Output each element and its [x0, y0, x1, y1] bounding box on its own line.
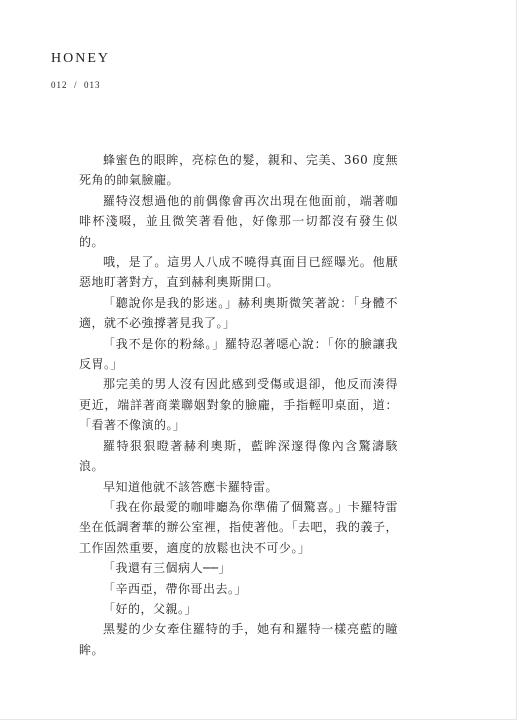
paragraph: 那完美的男人沒有因此感到受傷或退卻，他反而湊得更近，端詳著商業聯姻對象的臉龐，手指輕叩桌面，道：「看著不像演的。」 — [79, 377, 398, 433]
paragraph: 蜂蜜色的眼眸，亮棕色的髮，親和、完美、360 度無死角的帥氣臉龐。 — [79, 153, 398, 188]
paragraph: 羅特狠狠瞪著赫利奧斯，藍眸深邃得像內含驚濤駭浪。 — [79, 438, 398, 474]
dialogue-paragraph: 「辛西亞，帶你哥出去。」 — [103, 581, 248, 596]
dialogue-paragraph: 「我在你最愛的咖啡廳為你準備了個驚喜。」卡羅特雷坐在低調奢華的辦公室裡，指使著他。「去吧，我的義子，工作固然重要，適度的放鬆也決不可少。」 — [79, 499, 399, 555]
paragraph: 黑髮的少女牽住羅特的手，她有和羅特一樣亮藍的瞳眸。 — [79, 622, 398, 657]
dialogue-paragraph: 「我還有三個病人──」 — [103, 561, 231, 576]
body-text — [79, 150, 398, 660]
paragraph: 羅特沒想過他的前偶像會再次出現在他面前，端著咖啡杯淺啜，並且微笑著看他，好像那一切都沒有發生似的。 — [79, 193, 398, 249]
dialogue-paragraph: 「好的，父親。」 — [103, 601, 198, 616]
dialogue-paragraph: 「我不是你的粉絲。」羅特忍著噁心說：「你的臉讓我反胃。」 — [79, 336, 398, 372]
running-head-title: HONEY — [51, 51, 110, 66]
paragraph: 哦，是了。這男人八成不曉得真面目已經曝光。他厭惡地盯著對方，直到赫利奧斯開口。 — [79, 255, 398, 290]
paragraph: 早知道他就不該答應卡羅特雷。 — [103, 479, 279, 494]
page-number: 012 / 013 — [51, 80, 101, 90]
dialogue-paragraph: 「聽說你是我的影迷。」赫利奧斯微笑著說：「身體不適，就不必強撐著見我了。」 — [79, 295, 398, 331]
